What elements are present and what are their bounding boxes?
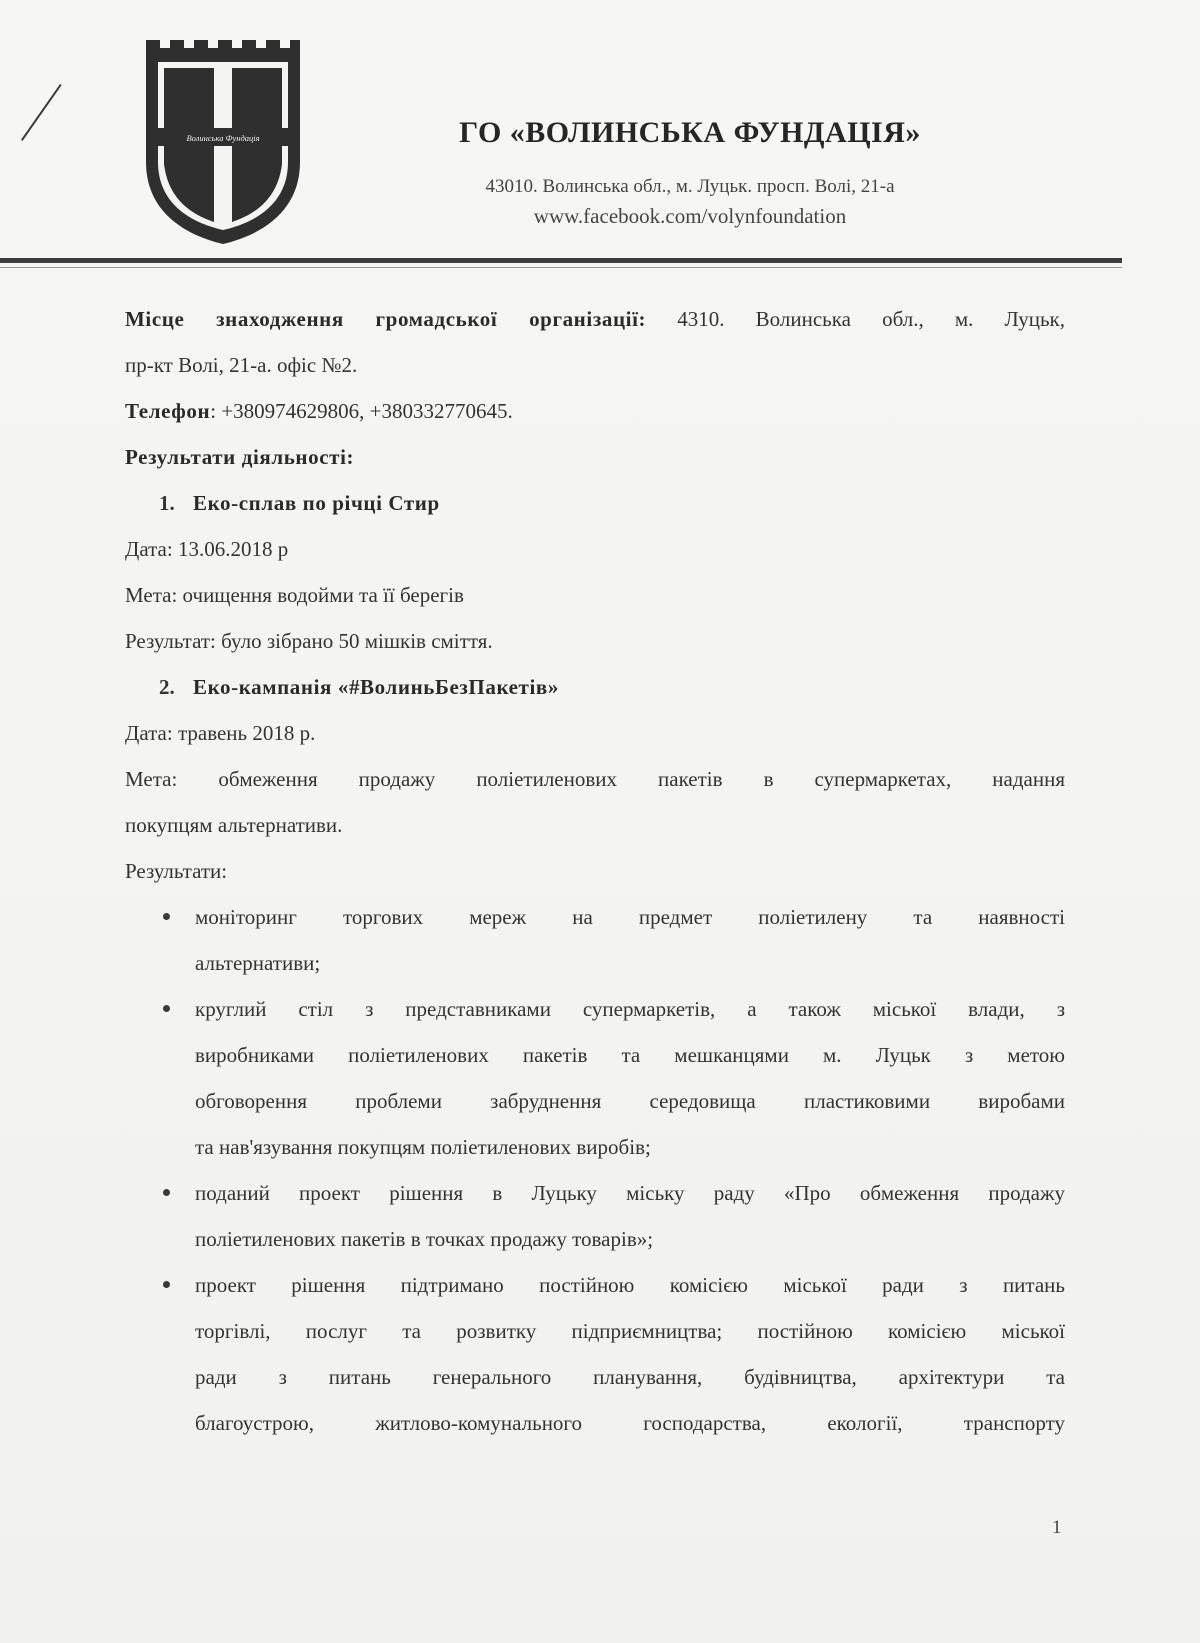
- activity-1-name: Еко-сплав по річці Стир: [193, 491, 440, 515]
- bullet-line: торгівлі, послуг та розвитку підприємництва; постійною комісією міської: [195, 1319, 1065, 1343]
- activity-2-goal-line-1: Мета: обмеження продажу поліетиленових пакетів в супермаркетах, надання: [125, 767, 1065, 791]
- list-item: [125, 1262, 1065, 1446]
- bullet-icon: [163, 1005, 170, 1012]
- activity-2-goal-line-2: покупцям альтернативи.: [125, 813, 343, 837]
- results-heading: Результати діяльності:: [125, 445, 355, 469]
- document-body: [125, 296, 1065, 1446]
- bullet-line: ради з питань генерального планування, будівництва, архітектури та: [195, 1365, 1065, 1389]
- list-item: [125, 894, 1065, 986]
- activity-1-number: 1.: [159, 491, 175, 515]
- activity-1-date: Дата: 13.06.2018 р: [125, 537, 289, 561]
- bullet-line: моніторинг торгових мереж на предмет поліетилену та наявності: [195, 905, 1065, 929]
- activity-2-name: Еко-кампанія «#ВолиньБезПакетів»: [193, 675, 559, 699]
- activity-1-goal: Мета: очищення водойми та її берегів: [125, 583, 464, 607]
- activity-2-title: [125, 664, 1065, 710]
- bullet-line: круглий стіл з представниками супермаркетів, а також міської влади, з: [195, 997, 1065, 1021]
- bullet-icon: [163, 1189, 170, 1196]
- location-line: [125, 296, 1065, 342]
- phone-value: : +380974629806, +380332770645.: [210, 399, 513, 423]
- activity-2-results-label: Результати:: [125, 859, 228, 883]
- location-value: 4310. Волинська обл., м. Луцьк,: [646, 307, 1065, 331]
- header-divider-thin: [0, 267, 1122, 268]
- activity-1-title: [125, 480, 1065, 526]
- list-item: [125, 986, 1065, 1170]
- bullet-line: альтернативи;: [195, 951, 321, 975]
- bullet-icon: [163, 913, 170, 920]
- svg-text:Волинська Фундація: Волинська Фундація: [186, 133, 260, 143]
- bullet-icon: [163, 1281, 170, 1288]
- scan-pen-mark: [21, 84, 62, 141]
- bullet-line: проект рішення підтримано постійною комісією міської ради з питань: [195, 1273, 1065, 1297]
- location-line-2: пр-кт Волі, 21-а. офіс №2.: [125, 353, 358, 377]
- bullet-line: обговорення проблеми забруднення середовища пластиковими виробами: [195, 1089, 1065, 1113]
- organization-website: www.facebook.com/volynfoundation: [533, 204, 847, 228]
- list-item: [125, 1170, 1065, 1262]
- organization-title: ГО «ВОЛИНСЬКА ФУНДАЦІЯ»: [459, 116, 921, 149]
- activity-2-number: 2.: [159, 675, 175, 699]
- volyn-foundation-logo: [140, 34, 306, 246]
- bullet-line: поданий проект рішення в Луцьку міську раду «Про обмеження продажу: [195, 1181, 1065, 1205]
- activity-1-result: Результат: було зібрано 50 мішків сміття.: [125, 629, 493, 653]
- phone-line: [125, 388, 1065, 434]
- bullet-line: благоустрою, житлово-комунального господарства, екології, транспорту: [195, 1411, 1065, 1435]
- activity-2-results-list: [125, 894, 1065, 1446]
- page-number: 1: [1052, 1517, 1062, 1538]
- location-label: Місце знаходження громадської організації:: [125, 307, 647, 331]
- header-divider: [0, 258, 1122, 263]
- bullet-line: поліетиленових пакетів в точках продажу товарів»;: [195, 1227, 654, 1251]
- organization-address: 43010. Волинська обл., м. Луцьк. просп. Волі, 21-а: [485, 176, 895, 197]
- bullet-line: та нав'язування покупцям поліетиленових виробів;: [195, 1135, 651, 1159]
- activity-2-date: Дата: травень 2018 р.: [125, 721, 316, 745]
- bullet-line: виробниками поліетиленових пакетів та мешканцями м. Луцьк з метою: [195, 1043, 1065, 1067]
- phone-label: Телефон: [125, 399, 211, 423]
